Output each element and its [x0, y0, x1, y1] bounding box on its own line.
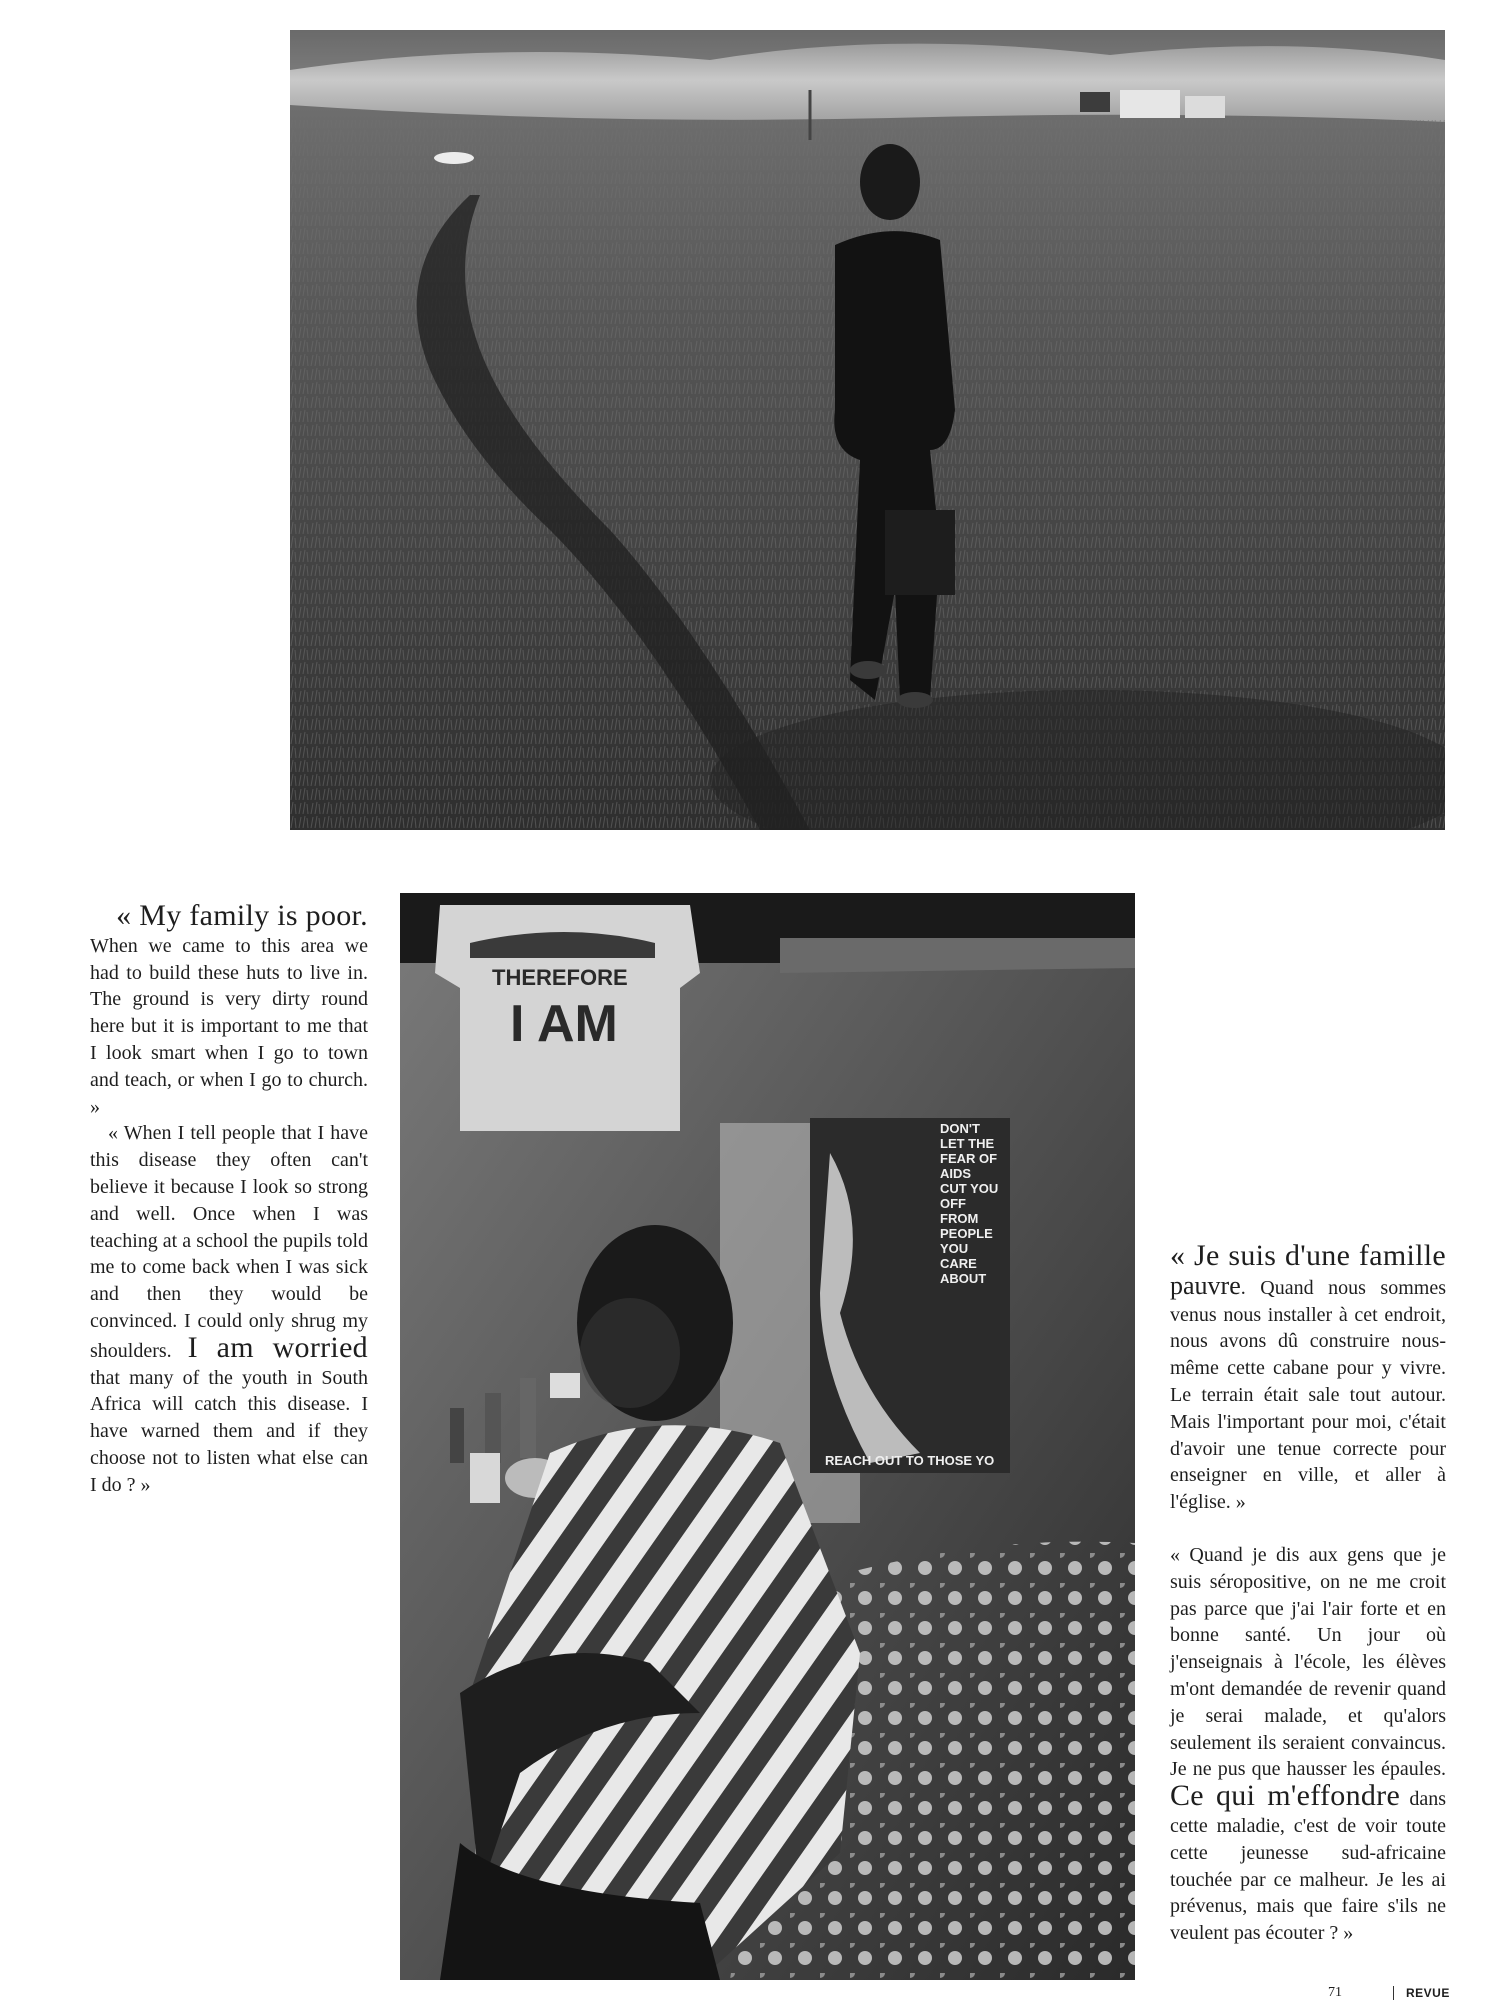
quote-en-lead: [90, 899, 368, 933]
quote-fr-paragraph-1: [1170, 1239, 1446, 1516]
page-number: 71: [1328, 1985, 1342, 2000]
poster-line-10: CARE: [940, 1256, 977, 1271]
quote-fr-paragraph-2: [1170, 1542, 1446, 1947]
poster-line-7: FROM: [940, 1211, 979, 1226]
quote-en-paragraph-1: [90, 933, 368, 1121]
poster-line-4: AIDS: [940, 1166, 972, 1181]
poster-line-1: DON'T: [940, 1121, 980, 1136]
poster-line-8: PEOPLE: [940, 1226, 993, 1241]
man-walking-field-photo: [290, 30, 1445, 830]
quote-fr-paragraph-2-end: dans cette maladie, c'est de voir toute cette jeunesse sud-africaine touchée par ce malheur. Je les ai prévenus, mais que faire s'ils ne veulent pas écouter ? »: [1170, 1788, 1446, 1945]
poster-line-9: YOU: [940, 1241, 969, 1256]
quote-english: [90, 899, 368, 1499]
quote-fr-lead-word: pauvre: [1170, 1270, 1241, 1300]
quote-en-paragraph-1-text: When we came to this area we had to build these huts to live in. The ground is very dirty round here but it is important to me that I look smart when I go to town and teach, or when I go to church. »: [90, 934, 368, 1118]
poster-line-2: LET THE: [940, 1136, 995, 1151]
quote-en-paragraph-2: [90, 1120, 368, 1498]
poster-line-3: FEAR OF: [940, 1151, 998, 1166]
man-seated-in-hut-photo: [400, 893, 1135, 1980]
poster-bottom-line: REACH OUT TO THOSE YO: [825, 1453, 995, 1468]
quote-en-paragraph-2-emphasis: I am worried: [187, 1330, 368, 1364]
quote-fr-lead-emphasis: « Je suis d'une famille: [1170, 1239, 1446, 1272]
quote-fr-paragraph-2-emphasis: Ce qui m'effondre: [1170, 1779, 1401, 1813]
running-title: REVUE: [1393, 1986, 1450, 2000]
quote-fr-paragraph-2-start: « Quand je dis aux gens que je suis séropositive, on ne me croit pas parce que j'ai l'air forte et en bonne santé. Un jour où j'enseignais à l'école, les élèves m'ont demandée de revenir quand je serai malade, et qu'alors seulement ils seraient convaincus. Je ne pus que hausser les épaules.: [1170, 1543, 1446, 1781]
quote-fr-paragraph-1-text: . Quand nous sommes venus nous installer à cet endroit, nous avons dû construire nous-même cette cabane pour y vivre. Le terrain était sale tout autour. Mais l'important pour moi, c'était d'avoir une tenue correcte pour enseigner en ville, et aller à l'église. »: [1170, 1276, 1446, 1514]
quote-french: [1170, 1239, 1446, 1947]
poster-line-11: ABOUT: [940, 1271, 987, 1286]
quote-en-paragraph-2-start: « When I tell people that I have this disease they often can't believe it because I look so strong and well. Once when I was teaching at a school the pupils told me to come back when I was sick and then they would be convinced. I could only shrug my shoulders.: [90, 1122, 368, 1362]
tshirt-text-line1: THEREFORE: [492, 965, 628, 990]
quote-en-lead-emphasis: « My family is poor.: [116, 899, 368, 932]
poster-line-6: OFF: [940, 1196, 966, 1211]
quote-en-paragraph-2-end: that many of the youth in South Africa will catch this disease. I have warned them and if they choose not to listen what else can I do ? »: [90, 1366, 368, 1496]
poster-line-5: CUT YOU: [940, 1181, 999, 1196]
tshirt-text-line2: I AM: [510, 995, 618, 1053]
